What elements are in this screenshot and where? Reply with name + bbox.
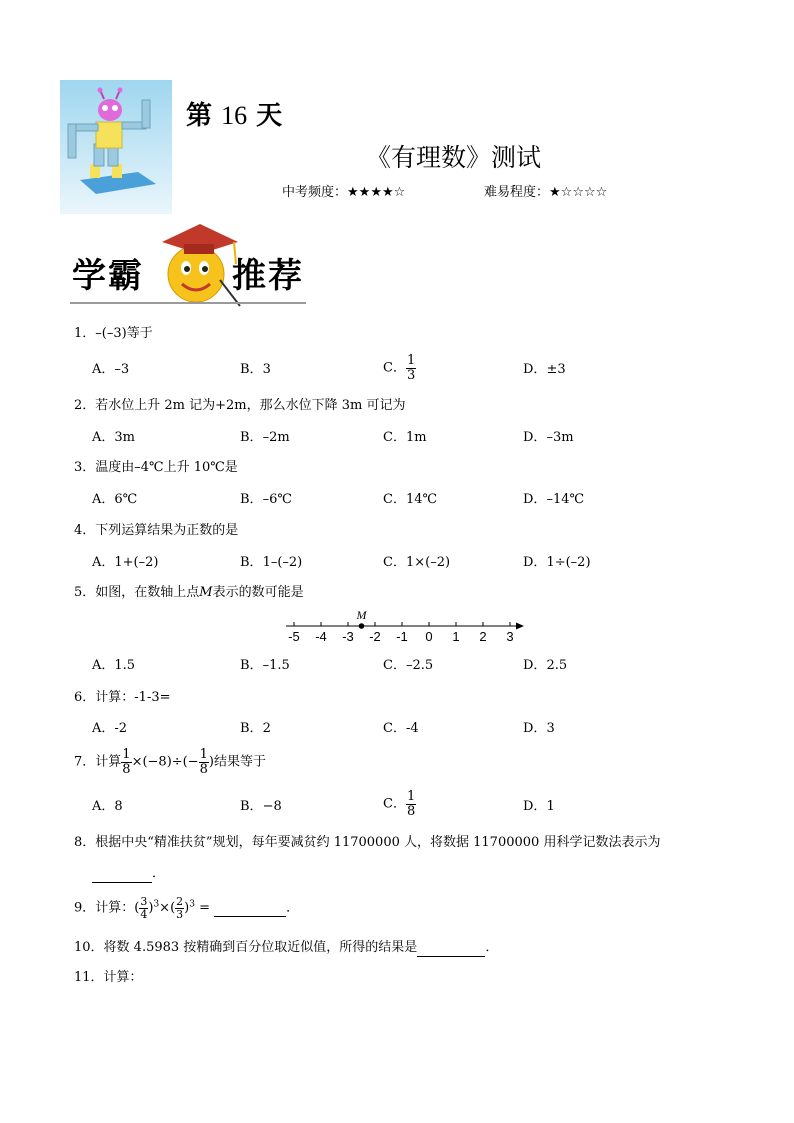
answer-blank-8[interactable] [92,866,165,883]
day-number: 16 [221,101,248,130]
question-2 [74,398,406,414]
question-number: 7． [74,754,96,770]
robot-icon [60,80,172,214]
option-d[interactable]: D．–3m [523,430,574,445]
fraction: $\frac{1}{3}$ [406,353,416,383]
point-m [359,623,365,629]
freq-label: 中考频度： [282,185,348,200]
tick-label: 3 [506,629,514,644]
freq-stars: ★★★★☆ [347,185,406,200]
option-b[interactable]: B．2 [240,721,271,736]
question-7 [74,748,266,777]
option-a[interactable]: A．–3 [92,362,130,377]
tick-label: 0 [425,629,433,644]
fraction: $\frac{1}{8}$ [122,747,131,777]
arrow-icon [516,623,524,630]
question-text-cont: )结果等于 [208,754,266,770]
day-heading [186,100,282,132]
option-d[interactable]: D．2.5 [523,658,568,673]
tick-label: 1 [452,629,460,644]
option-c[interactable]: C．1×(–2) [383,555,451,570]
question-text: 计算 [95,754,122,770]
period: ． [485,940,499,955]
question-text: 计算：( [95,900,140,916]
period: ． [286,900,300,916]
answer-line[interactable] [214,900,286,917]
question-text: –(–3)等于 [95,326,153,341]
graduate-smiley-icon [148,220,244,310]
option-d[interactable]: D．1÷(–2) [523,555,591,570]
question-text-cont: 表示的数可能是 [212,585,304,600]
option-a[interactable]: A．8 [92,799,123,814]
option-a[interactable]: A．1.5 [92,658,136,673]
question-number: 11． [74,970,104,985]
top-student-banner [70,220,310,310]
period: ． [152,866,166,881]
day-suffix: 天 [256,101,283,131]
question-text: 温度由–4℃上升 10℃是 [95,460,238,475]
exponent: 3 [153,899,160,910]
question-1 [74,326,153,342]
question-3 [74,460,238,476]
answer-line[interactable] [92,866,152,883]
option-a[interactable]: A．-2 [92,721,128,736]
option-a[interactable]: A．6℃ [92,492,138,507]
robot-logo [60,80,172,214]
question-text: 计算： [103,970,143,985]
equals: = [194,900,215,916]
fraction: $\frac{1}{8}$ [199,747,208,777]
question-text: 若水位上升 2m 记为+2m，那么水位下降 3m 可记为 [95,398,406,413]
question-number: 6． [74,690,96,705]
question-10 [74,940,498,957]
option-c[interactable]: C．–2.5 [383,658,434,673]
question-9: 9．计算：( $\frac{3}{4}$ )$^3$×( $\frac{2}{3}$ )$^3$ = ． [74,895,300,921]
option-c[interactable]: C． $\frac{1}{3}$ [383,353,416,383]
question-number: 1． [74,326,96,341]
point-m-label: M [356,608,367,622]
option-c[interactable]: C． $\frac{1}{8}$ [383,789,416,819]
tick-label: -4 [315,629,327,644]
number-line [280,606,530,646]
question-8 [74,835,660,851]
question-number: 4． [74,523,96,538]
option-d[interactable]: D．–14℃ [523,492,585,507]
question-text: 计算：-1-3= [95,690,171,705]
tick-label: -1 [396,629,408,644]
page-title: 《有理数》测试 [366,143,542,172]
tick-label: 2 [479,629,487,644]
question-text-mid: ×( [159,900,176,916]
tick-label: -2 [369,629,381,644]
option-b[interactable]: B．–1.5 [240,658,290,673]
question-number: 10． [74,940,104,955]
option-d[interactable]: D．1 [523,799,555,814]
option-a[interactable]: A．1+(–2) [92,555,159,570]
question-text: 下列运算结果为正数的是 [95,523,239,538]
exam-frequency [282,184,405,202]
option-c[interactable]: C．1m [383,430,427,445]
option-b[interactable]: B．–6℃ [240,492,292,507]
fraction: $\frac{3}{4}$ [140,895,148,921]
option-c[interactable]: C．14℃ [383,492,438,507]
question-number: 8． [74,835,96,850]
option-b[interactable]: B．3 [240,362,271,377]
point-variable: M [199,585,213,600]
option-c[interactable]: C．-4 [383,721,419,736]
question-number: 9． [74,900,96,916]
option-d[interactable]: D．±3 [523,362,566,377]
question-text: 将数 4.5983 按精确到百分位取近似值，所得的结果是 [103,940,418,955]
question-number: 3． [74,460,96,475]
banner-right-text: 推荐 [232,256,304,296]
exponent: 3 [189,899,195,910]
fraction: $\frac{1}{8}$ [406,789,416,819]
banner-left-text: 学霸 [72,256,144,296]
option-b[interactable]: B．1–(–2) [240,555,303,570]
question-number: 2． [74,398,96,413]
tick-label: -5 [288,629,300,644]
difficulty [484,184,607,202]
question-11 [74,970,143,986]
question-5 [74,585,304,601]
answer-line[interactable] [417,940,485,957]
diff-label: 难易程度： [484,185,550,200]
banner-underline [70,302,306,304]
option-d[interactable]: D．3 [523,721,555,736]
question-text-mid: ×(−8)÷(− [131,754,199,770]
day-prefix: 第 [186,101,213,131]
question-6 [74,690,171,706]
question-4 [74,523,238,539]
question-text: 如图，在数轴上点 [95,585,200,600]
option-a[interactable]: A．3m [92,430,135,445]
diff-stars: ★☆☆☆☆ [549,185,608,200]
question-number: 5． [74,585,96,600]
option-b[interactable]: B．–2m [240,430,290,445]
fraction: $\frac{2}{3}$ [176,895,184,921]
tick-label: -3 [342,629,354,644]
option-b[interactable]: B．−8 [240,799,282,814]
question-text: 根据中央“精准扶贫”规划，每年要减贫约 11700000 人，将数据 11700000 用科学记数法表示为 [95,835,661,850]
